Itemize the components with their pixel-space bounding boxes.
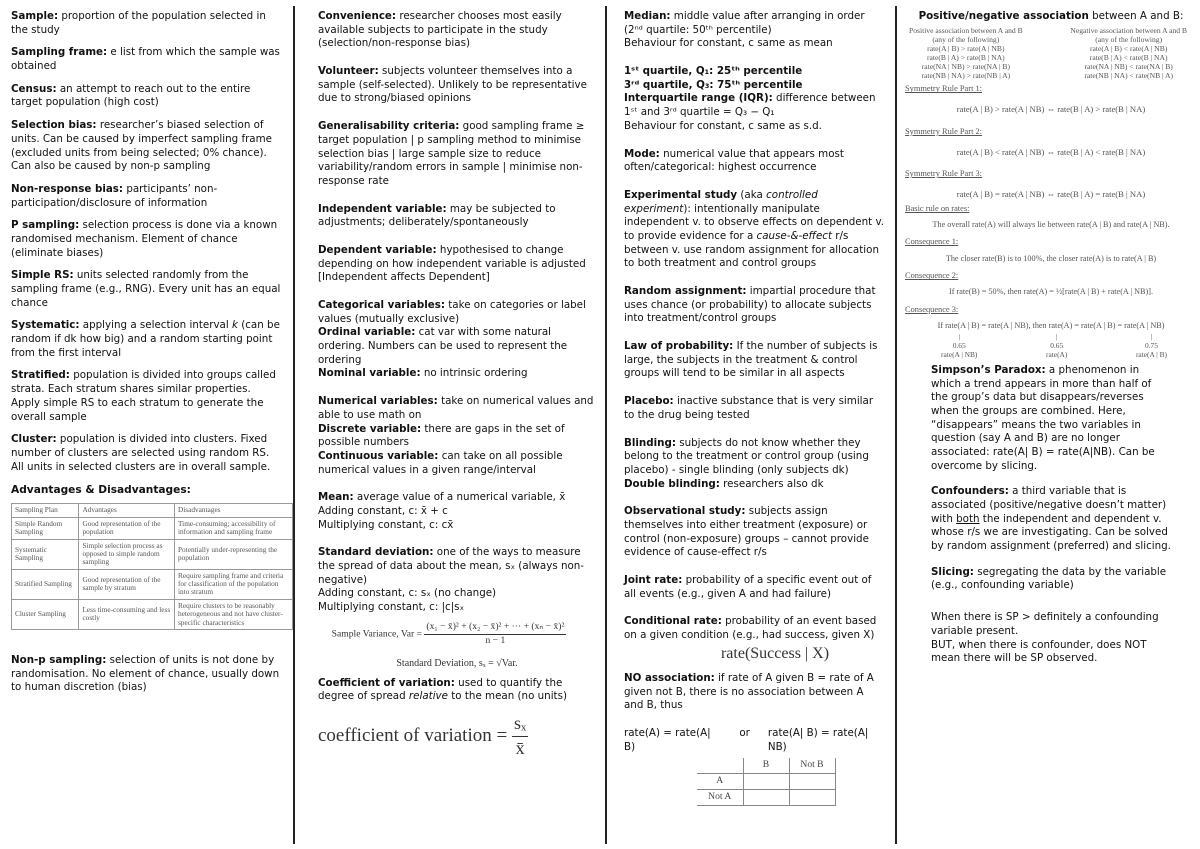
def-census: Census: an attempt to reach out to the entire target population (high cost) — [11, 82, 251, 109]
table-row — [12, 569, 293, 599]
table-cell: Simple Random Sampling — [12, 517, 79, 539]
basic-rule: The overall rate(A) will always lie between rate(A | B) and rate(A | NB). — [932, 219, 1170, 229]
two-way-table — [697, 758, 836, 805]
variance-formula: Sample Variance, Var = $\frac{\text{(x₁ − x̄)² + (x₂ − x̄)² + ⋯ + (xₙ − x̄)²}}{n - 1}$ — [331, 620, 565, 646]
def-non-p-sampling: Non-p sampling: selection of units is not done by randomisation. No element of chance, usually down to human discretion (bias) — [11, 654, 280, 694]
symmetry-rule-1: rate(A | B) > rate(A | NB) ⇔ rate(B | A) > rate(B | NA) — [956, 104, 1146, 115]
table-cell: Good representation of the sample by stratum — [79, 569, 175, 599]
def-quartiles: 1ˢᵗ quartile, Q₁: 25ᵗʰ percentile 3ʳᵈ quartile, Q₃: 75ᵗʰ percentile Interquartile range (IQR): difference between 1ˢᵗ and 3ʳᵈ quartile = Q₃ − Q₁ Behaviour for constant, c same as s.d. — [624, 65, 876, 132]
negative-association: Negative association between A and B (any of the following) rate(A | B) < rate(A | NB) rate(B | A) < rate(B | NA) rate(NA | NB) < rate(NA | B) rate(NB | NA) < rate(NB | A) — [1070, 25, 1187, 81]
association-grid — [905, 26, 1197, 81]
table-header: Advantages — [79, 504, 175, 517]
cov-formula: coefficient of variation = $\frac{\text{sₓ}}{x̄}$ — [318, 712, 527, 758]
advantages-table — [11, 503, 293, 630]
table-row — [12, 517, 293, 539]
table-cell: Good representation of the population — [79, 517, 175, 539]
def-simple-rs: Simple RS: units selected randomly from the sampling frame (e.g., RNG). Every unit has an equal chance — [11, 269, 281, 309]
symmetry-rule-3: rate(A | B) = rate(A | NB) ⇔ rate(B | A) = rate(B | NA) — [956, 189, 1146, 200]
table-cell: Require clusters to be reasonably heterogeneous and not have cluster-specific characteristics — [174, 599, 292, 629]
consequence-2-title: Consequence 2: — [905, 271, 959, 281]
def-convenience: Convenience: researcher chooses most easily available subjects to participate in the study (selection/non-response bias) — [318, 10, 562, 50]
def-coefficient-of-variation: Coefficient of variation: used to quantify the degree of spread relative to the mean (no units) — [318, 676, 567, 703]
table-cell: Potentially under-representing the population — [174, 539, 292, 569]
association-rules — [905, 26, 1197, 360]
table-row — [12, 539, 293, 569]
table-header: Not A — [697, 789, 743, 805]
basic-rule-title: Basic rule on rates: — [905, 203, 970, 213]
def-conditional-rate: Conditional rate: probability of an event based on a given condition (e.g., had success, given X) — [624, 615, 877, 642]
def-stratified: Stratified: population is divided into groups called strata. Each stratum shares similar properties. Apply simple RS to each stratum to generate the overall sample — [11, 369, 276, 423]
def-placebo: Placebo: inactive substance that is very similar to the drug being tested — [624, 395, 874, 421]
symmetry-rule-2: rate(A | B) < rate(A | NB) ⇔ rate(B | A) < rate(B | NA) — [956, 146, 1146, 157]
symmetry-rule-2-title: Symmetry Rule Part 2: — [905, 126, 982, 136]
def-random-assignment: Random assignment: impartial procedure that uses chance (or probability) to allocate subjects into treatment/control groups — [624, 285, 876, 325]
def-cluster: Cluster: population is divided into clusters. Fixed number of clusters are selected using random RS. All units in selected clusters are in overall sample. — [11, 433, 271, 473]
def-p-sampling: P sampling: selection process is done via a known randomised mechanism. Element of chance (eliminate biases) — [11, 219, 278, 259]
def-sample: Sample: proportion of the population selected in the study — [11, 10, 266, 36]
def-median: Median: middle value after arranging in order (2ⁿᵈ quartile: 50ᵗʰ percentile) Behaviour for constant, c same as mean — [624, 10, 865, 50]
def-generalisability: Generalisability criteria: good sampling frame ≥ target population | p sampling method to minimise selection bias | large sample size to reduce variability/random errors in sample | minimise non-response rate — [318, 120, 585, 187]
def-systematic: Systematic: applying a selection interval k (can be random if dk how big) and a random starting point from the first interval — [11, 319, 280, 359]
no-association-equations: rate(A) = rate(A| B) or rate(A| B) = rate(A| NB) — [624, 727, 869, 753]
conditional-rate-formula: rate(Success | X) — [720, 644, 830, 662]
symmetry-rule-1-title: Symmetry Rule Part 1: — [905, 84, 982, 94]
consequence-3-title: Consequence 3: — [905, 305, 959, 315]
sp-note: When there is SP > definitely a confounding variable present. BUT, when there is confounder, does NOT mean there will be SP observed. — [931, 611, 1159, 665]
def-numerical-variables: Numerical variables: take on numerical values and able to use math on Discrete variable: there are gaps in the set of possible numbers Continuous variable: can take on all possible numerical values in a given range/interval — [318, 395, 594, 476]
association-notes — [905, 364, 1171, 666]
def-law-of-probability: Law of probability: If the number of subjects is large, the subjects in the treatment & control groups will tend to be similar in all aspects — [624, 340, 878, 380]
column-studies — [624, 10, 886, 806]
table-cell: Require sampling frame and criteria for classification of the population into stratum — [174, 569, 292, 599]
table-cell: Cluster Sampling — [12, 599, 79, 629]
def-independent-variable: Independent variable: may be subjected to adjustments; deliberately/spontaneously — [318, 202, 556, 229]
def-blinding: Blinding: subjects do not know whether they belong to the treatment or control group (using placebo) - single blinding (only subjects dk) Double blinding: researchers also dk — [624, 436, 869, 490]
def-dependent-variable: Dependent variable: hypothesised to change depending on how independent variable is adjusted [Independent affects Dependent] — [318, 243, 586, 284]
table-header: Sampling Plan — [12, 504, 79, 517]
def-sampling-frame: Sampling frame: e list from which the sample was obtained — [11, 46, 280, 73]
association-title: Positive/negative association between A and B: — [918, 10, 1184, 22]
def-confounders: Confounders: a third variable that is associated (positive/negative doesn’t matter) with both the independent and dependent v. whose r/s we are investigating. Can be solved by random assignment (preferred) and slicing. — [931, 485, 1171, 553]
table-row — [697, 789, 835, 805]
consequence-2: If rate(B) = 50%, then rate(A) = ½[rate(A | B) + rate(A | NB)]. — [948, 287, 1153, 297]
column-variables — [318, 10, 596, 761]
table-cell: Less time-consuming and less costly — [79, 599, 175, 629]
consequence-1: The closer rate(B) is to 100%, the closer rate(A) is to rate(A | B) — [945, 253, 1157, 263]
table-header: B — [743, 758, 789, 773]
table-header-row — [12, 504, 293, 517]
def-experimental-study: Experimental study (aka controlled experiment): intentionally manipulate independent v. to observe effects on dependent v. to provide evidence for a cause-&-effect r/s between v. use random assignment for allocation to both treatment and control groups — [624, 188, 885, 270]
column-divider — [895, 6, 897, 844]
positive-association: Positive association between A and B (any of the following) rate(A | B) > rate(A | NB) rate(B | A) > rate(B | NA) rate(NA | NB) > rate(NA | B) rate(NB | NA) > rate(NB | A) — [909, 25, 1023, 81]
table-row — [697, 774, 835, 790]
def-selection-bias: Selection bias: researcher’s biased selection of units. Can be caused by imperfect sampling frame (excluded units from being selected; 0% chance). Can also be caused by non-p sampling — [11, 119, 272, 173]
table-cell: Time-consuming; accessibility of information and sampling frame — [174, 517, 292, 539]
def-non-response-bias: Non-response bias: participants’ non-participation/disclosure of information — [11, 182, 218, 209]
def-standard-deviation: Standard deviation: one of the ways to measure the spread of data about the mean, sₓ (always non-negative) Adding constant, c: sₓ (no change) Multiplying constant, c: |c|sₓ — [318, 546, 585, 614]
def-categorical-variables: Categorical variables: take on categories or label values (mutually exclusive) Ordinal variable: cat var with some natural ordering. Numbers can be used to represent the ordering Nominal variable: no intrinsic ordering — [318, 299, 586, 380]
column-sampling — [11, 10, 283, 704]
consequence-1-title: Consequence 1: — [905, 237, 959, 247]
def-simpsons-paradox: Simpson’s Paradox: a phenomenon in which a trend appears in more than half of the group’s data but disappears/reverses when the groups are combined. Here, “disappears” means the two variables in question (say A and B) are no longer associated: rate(A| B) = rate(A|NB). Can be overcome by slicing. — [931, 363, 1155, 472]
def-volunteer: Volunteer: subjects volunteer themselves into a sample (self-selected). Unlikely to be representative due to strong/biased opinions — [318, 65, 587, 105]
symmetry-rule-3-title: Symmetry Rule Part 3: — [905, 169, 982, 179]
column-divider — [293, 6, 295, 844]
rate-scale: | 0.65 rate(A | NB) | 0.65 rate(A) | 0.75 rate(A | B) — [941, 332, 1167, 359]
advantages-heading: Advantages & Disadvantages: — [11, 484, 191, 497]
def-slicing: Slicing: segregating the data by the variable (e.g., confounding variable) — [931, 565, 1167, 592]
table-row — [12, 599, 293, 629]
table-cell: Simple selection process as opposed to simple random sampling — [79, 539, 175, 569]
table-cell: Stratified Sampling — [12, 569, 79, 599]
table-row — [697, 758, 835, 773]
def-joint-rate: Joint rate: probability of a specific event out of all events (e.g., given A and had failure) — [624, 574, 872, 600]
table-header: Disadvantages — [174, 504, 292, 517]
table-cell: Systematic Sampling — [12, 539, 79, 569]
column-divider — [605, 6, 607, 844]
table-header: Not B — [789, 758, 835, 773]
def-observational-study: Observational study: subjects assign themselves into either treatment (exposure) or control (non-exposure) groups – cannot provide evidence of cause-effect r/s — [624, 505, 869, 559]
column-association — [905, 10, 1197, 678]
sd-formula: Standard Deviation, sₓ = √Var. — [396, 658, 518, 670]
consequence-3: If rate(A | B) = rate(A | NB), then rate(A) = rate(A | B) = rate(A | NB) — [937, 321, 1165, 331]
def-mean: Mean: average value of a numerical variable, x̄ Adding constant, c: x̄ + c Multiplying constant, c: cx̄ — [318, 491, 566, 531]
def-no-association: NO association: if rate of A given B = rate of A given not B, there is no association between A and B, thus — [624, 672, 874, 712]
def-mode: Mode: numerical value that appears most often/categorical: highest occurrence — [624, 147, 844, 174]
table-header: A — [697, 774, 743, 790]
